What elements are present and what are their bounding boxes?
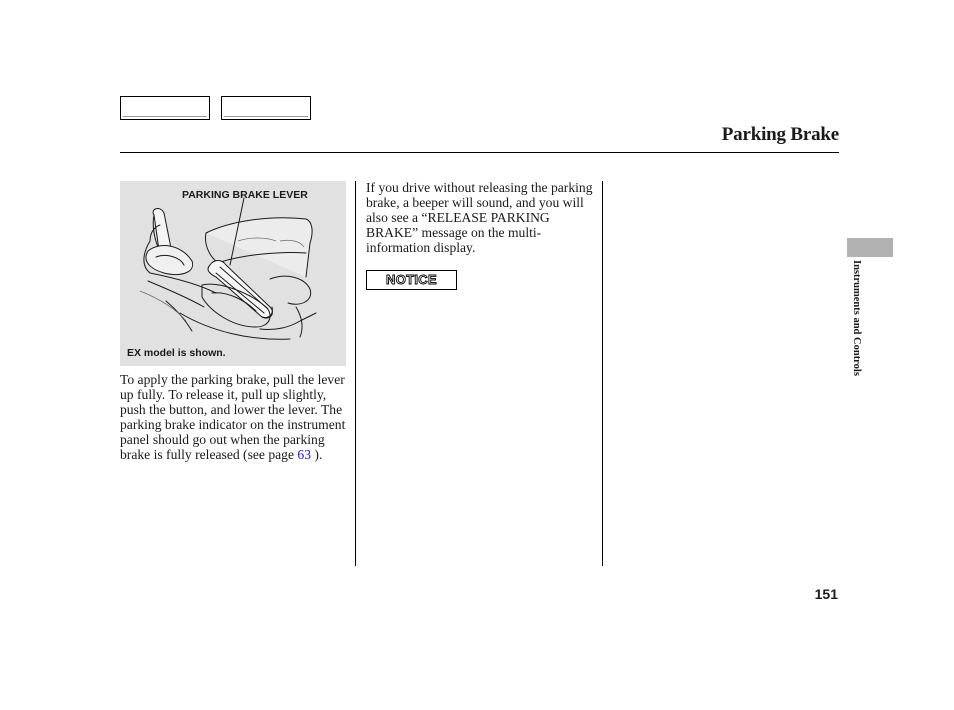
- page-number: 151: [814, 586, 838, 602]
- apply-brake-paragraph: [120, 373, 352, 462]
- page-63-link[interactable]: 63: [297, 446, 311, 462]
- figure-label: PARKING BRAKE LEVER: [182, 189, 308, 201]
- section-label: Instruments and Controls: [851, 260, 862, 376]
- beeper-warning-paragraph: If you drive without releasing the parking brake, a beeper will sound, and you will also see a “RELEASE PARKING BRAKE” message on the multi-information display.: [366, 180, 593, 255]
- table-of-contents-button[interactable]: [221, 96, 311, 120]
- main-menu-button[interactable]: [120, 96, 210, 120]
- parking-brake-figure: [120, 181, 346, 366]
- column-divider-right: [602, 181, 603, 566]
- notice-badge: NOTICE: [366, 270, 457, 290]
- parking-brake-illustration: [120, 181, 346, 366]
- page-title: Parking Brake: [721, 124, 839, 145]
- column-divider-left: [355, 181, 356, 566]
- title-divider: [120, 152, 839, 153]
- apply-brake-text: To apply the parking brake, pull the lever up fully. To release it, pull up slightly, push the button, and lower the lever. The parking brake indicator on the instrument panel should go out when the parking brake is fully released (see page: [120, 372, 346, 462]
- figure-caption: EX model is shown.: [127, 347, 226, 359]
- apply-brake-text-end: ).: [310, 446, 323, 462]
- section-tab-marker[interactable]: [847, 238, 893, 257]
